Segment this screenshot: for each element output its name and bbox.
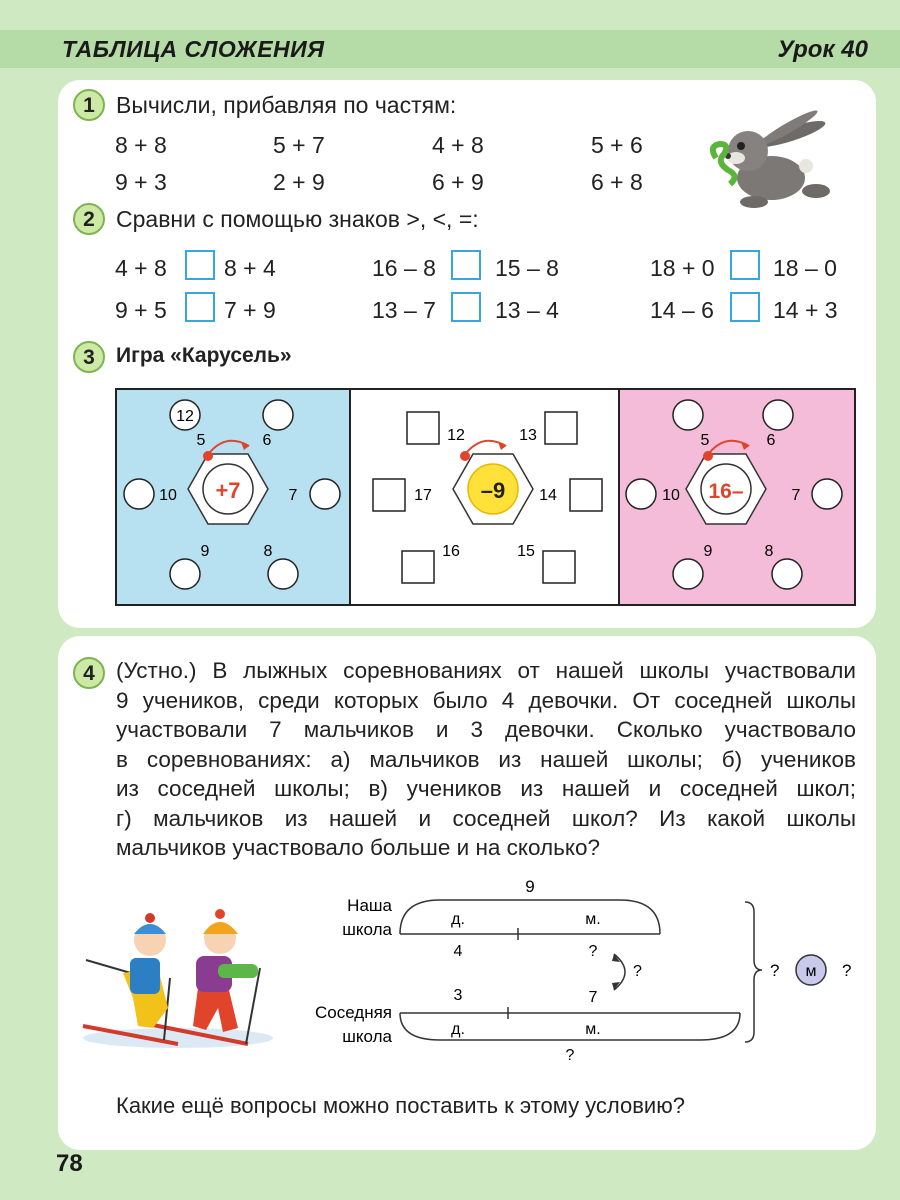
center-operation: –9 <box>480 478 506 503</box>
num: 17 <box>414 487 432 504</box>
carousel-panel-3 <box>619 389 855 605</box>
task-number-3: 3 <box>73 341 105 373</box>
carousel-panel-2 <box>350 389 619 605</box>
text-line: участвовали 7 мальчиков и 3 девочки. Сколько участвовало <box>116 717 856 742</box>
task3-title: Игра «Карусель» <box>116 344 292 367</box>
task1-expression: 2 + 9 <box>273 169 325 195</box>
answer-circle <box>263 400 293 430</box>
compare-right: 13 – 4 <box>495 297 559 323</box>
answer-square <box>407 412 439 444</box>
answer-circle <box>772 559 802 589</box>
task4-text <box>116 656 856 863</box>
start-dot <box>203 451 213 461</box>
boys-label: м. <box>585 1021 601 1038</box>
answer-box[interactable] <box>730 250 760 280</box>
num: 6 <box>262 432 272 449</box>
compare-right: 8 + 4 <box>224 255 276 281</box>
task2-text: Сравни с помощью знаков >, <, =: <box>116 206 479 232</box>
carousel-game <box>115 388 856 608</box>
right-question: ? <box>770 961 780 980</box>
our-girls-count: 4 <box>453 943 463 960</box>
boys-circle-label: м <box>805 963 817 980</box>
task-number-1: 1 <box>73 89 105 121</box>
page-number: 78 <box>56 1150 83 1177</box>
our-school-label-2: школа <box>342 920 392 939</box>
our-school-label-1: Наша <box>347 896 392 915</box>
answer-box[interactable] <box>185 250 215 280</box>
text-line: мальчиков участвовало больше и на сколько? <box>116 835 600 860</box>
example-answer: 12 <box>176 408 194 425</box>
answer-circle <box>763 400 793 430</box>
answer-square <box>402 551 434 583</box>
num: 7 <box>791 487 801 504</box>
task1-expression: 5 + 6 <box>591 132 643 158</box>
segment-diagram <box>290 868 870 1068</box>
num: 12 <box>447 427 465 444</box>
answer-box[interactable] <box>185 292 215 322</box>
answer-circle <box>673 559 703 589</box>
num: 5 <box>700 432 710 449</box>
num: 10 <box>159 487 177 504</box>
compare-right: 14 + 3 <box>773 297 838 323</box>
task-number-4: 4 <box>73 657 105 689</box>
compare-left: 18 + 0 <box>650 255 715 281</box>
our-boys-question: ? <box>588 943 598 960</box>
neighbor-school-label-1: Соседняя <box>314 1003 392 1022</box>
answer-circle <box>268 559 298 589</box>
neighbor-boys-count: 7 <box>588 989 598 1006</box>
num: 10 <box>662 487 680 504</box>
text-line: 9 учеников, среди которых было 4 девочки. От соседней школы <box>116 687 856 713</box>
num: 15 <box>517 543 535 560</box>
start-dot <box>703 451 713 461</box>
num: 9 <box>703 543 713 560</box>
task1-text: Вычисли, прибавляя по частям: <box>116 92 457 118</box>
center-operation: 16– <box>708 480 744 503</box>
compare-right: 15 – 8 <box>495 255 559 281</box>
num: 9 <box>200 543 210 560</box>
text-line: из соседней школы; в) учеников из нашей и соседней школ; <box>116 776 856 801</box>
num: 8 <box>263 543 273 560</box>
total-label: 9 <box>525 877 535 896</box>
answer-box[interactable] <box>451 292 481 322</box>
text-line: в соревнованиях: а) мальчиков из нашей школы; б) учеников <box>116 746 856 772</box>
num: 16 <box>442 543 460 560</box>
num: 8 <box>764 543 774 560</box>
start-dot <box>460 451 470 461</box>
task1-expression: 5 + 7 <box>273 132 325 158</box>
girls-label: д. <box>451 911 465 928</box>
brace-top <box>400 900 660 934</box>
compare-left: 14 – 6 <box>650 297 714 323</box>
answer-circle <box>673 400 703 430</box>
answer-square <box>543 551 575 583</box>
compare-right: 18 – 0 <box>773 255 837 281</box>
text-line: (Устно.) В лыжных соревнованиях от нашей школы участвовали <box>116 658 856 683</box>
answer-square <box>373 479 405 511</box>
answer-circle <box>626 479 656 509</box>
compare-left: 16 – 8 <box>372 255 436 281</box>
num: 6 <box>766 432 776 449</box>
task1-expression: 6 + 8 <box>591 169 643 195</box>
answer-square <box>570 479 602 511</box>
answer-circle <box>170 559 200 589</box>
rabbit-illustration <box>696 106 846 216</box>
answer-circle <box>310 479 340 509</box>
compare-right: 7 + 9 <box>224 297 276 323</box>
answer-circle <box>124 479 154 509</box>
boys-label: м. <box>585 911 601 928</box>
answer-circle <box>812 479 842 509</box>
answer-box[interactable] <box>451 250 481 280</box>
neighbor-girls-count: 3 <box>453 987 463 1004</box>
num: 5 <box>196 432 206 449</box>
task-number-2: 2 <box>73 203 105 235</box>
answer-square <box>545 412 577 444</box>
extra-question: Какие ещё вопросы можно поставить к этому условию? <box>116 1093 685 1118</box>
skiers-illustration <box>78 898 288 1050</box>
compare-question: ? <box>633 963 642 980</box>
num: 7 <box>288 487 298 504</box>
circle-question: ? <box>842 961 852 980</box>
num: 13 <box>519 427 537 444</box>
task1-expression: 8 + 8 <box>115 132 167 158</box>
lesson-label: Урок 40 <box>777 36 868 63</box>
section-title: ТАБЛИЦА СЛОЖЕНИЯ <box>62 36 325 62</box>
task1-expression: 4 + 8 <box>432 132 484 158</box>
answer-box[interactable] <box>730 292 760 322</box>
compare-left: 9 + 5 <box>115 297 167 323</box>
neighbor-total-question: ? <box>565 1047 575 1064</box>
girls-label: д. <box>451 1021 465 1038</box>
task1-expression: 9 + 3 <box>115 169 167 195</box>
task1-expression: 6 + 9 <box>432 169 484 195</box>
text-line: г) мальчиков из нашей и соседней школ? Из какой школы <box>116 805 856 831</box>
neighbor-school-label-2: школа <box>342 1027 392 1046</box>
compare-left: 13 – 7 <box>372 297 436 323</box>
center-operation: +7 <box>215 478 241 503</box>
num: 14 <box>539 487 557 504</box>
carousel-panel-1 <box>116 389 350 605</box>
right-brace <box>745 902 762 1042</box>
compare-left: 4 + 8 <box>115 255 167 281</box>
